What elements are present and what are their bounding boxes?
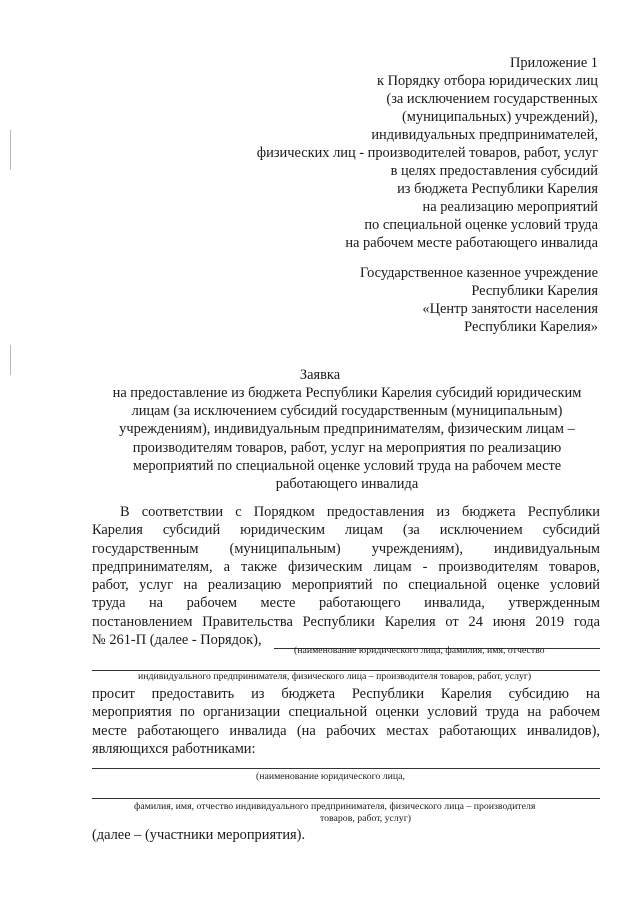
paragraph-line: постановлением Правительства Республики Карелия от 24 июня 2019 года [92,613,600,630]
participants-name-caption-1: (наименование юридического лица, [256,771,405,782]
paragraph-line: работ, услуг на реализацию мероприятий по специальной оценке условий [92,577,600,594]
participants-name-caption-2: фамилия, имя, отчество индивидуального предпринимателя, физического лица – производителя [134,801,536,812]
subtitle-line: на предоставление из бюджета Республики Карелия субсидий юридическим [112,385,582,401]
subtitle-line: работающего инвалида [275,476,419,493]
appendix-line: к Порядку отбора юридических лиц [377,73,598,89]
addressee-line: Республики Карелия [471,283,598,299]
participants-name-field-continued[interactable] [92,788,600,799]
paragraph-line: В соответствии с Порядком предоставления из бюджета Республики [120,504,600,520]
paragraph-line: труда на рабочем месте работающего инвалида, утвержденным [92,595,600,612]
application-subtitle [84,384,610,493]
appendix-line: физических лиц - производителей товаров, работ, услуг [256,145,598,161]
paragraph-line: просит предоставить из бюджета Республики Карелия субсидию на [92,686,600,702]
participants-name-caption-3: товаров, работ, услуг) [320,813,411,824]
applicant-name-caption-2: индивидуального предпринимателя, физического лица – производителя товаров, работ, услуг) [138,671,532,682]
subtitle-line: производителям товаров, работ, услуг на мероприятия по реализацию [132,439,562,456]
addressee-block [298,264,598,336]
paragraph-line: месте работающего инвалида (на рабочих местах работающих инвалидов), [92,722,600,739]
appendix-line: в целях предоставления субсидий [390,163,598,179]
appendix-line: Приложение 1 [509,55,598,71]
closing-line: (далее – (участники мероприятия). [92,827,306,843]
addressee-line: Республики Карелия» [464,319,598,335]
body-paragraph-1 [92,503,600,649]
paragraph-line: № 261-П (далее - Порядок), [92,632,262,649]
appendix-line: (за исключением государственных [386,91,598,107]
body-paragraph-2 [92,685,600,758]
appendix-header [218,54,598,252]
subtitle-line: учреждениям), индивидуальным предпринимателям, физическим лицам – [119,421,575,438]
appendix-line: на рабочем месте работающего инвалида [345,235,598,251]
application-title: Заявка [299,367,341,383]
appendix-line: по специальной оценке условий труда [364,217,598,233]
addressee-line: «Центр занятости населения [422,301,598,317]
addressee-line: Государственное казенное учреждение [360,265,598,281]
appendix-line: из бюджета Республики Карелия [397,181,598,197]
paragraph-line: Карелия субсидий юридическим лицам (за исключением субсидий [92,522,600,539]
appendix-line: на реализацию мероприятий [422,199,598,215]
paragraph-line: государственным (муниципальным) учреждениям), индивидуальным [92,540,600,557]
participants-name-field[interactable] [92,758,600,769]
subtitle-line: лицам (за исключением субсидий государственным (муниципальным) [131,403,563,420]
scan-margin-mark [10,130,11,170]
appendix-line: индивидуальных предпринимателей, [371,127,598,143]
applicant-name-field-continued[interactable] [92,658,600,671]
applicant-name-caption-1: (наименование юридического лица, фамилия, имя, отчество [294,645,545,656]
subtitle-line: мероприятий по специальной оценке условий труда на рабочем месте [132,457,562,474]
appendix-line: (муниципальных) учреждений), [402,109,598,125]
paragraph-line: предпринимателям, а также физическим лицам - производителям товаров, [92,558,600,575]
paragraph-line: мероприятия по организации специальной оценки условий труда на рабочем [92,704,600,721]
paragraph-line: являющихся работниками: [92,740,256,757]
